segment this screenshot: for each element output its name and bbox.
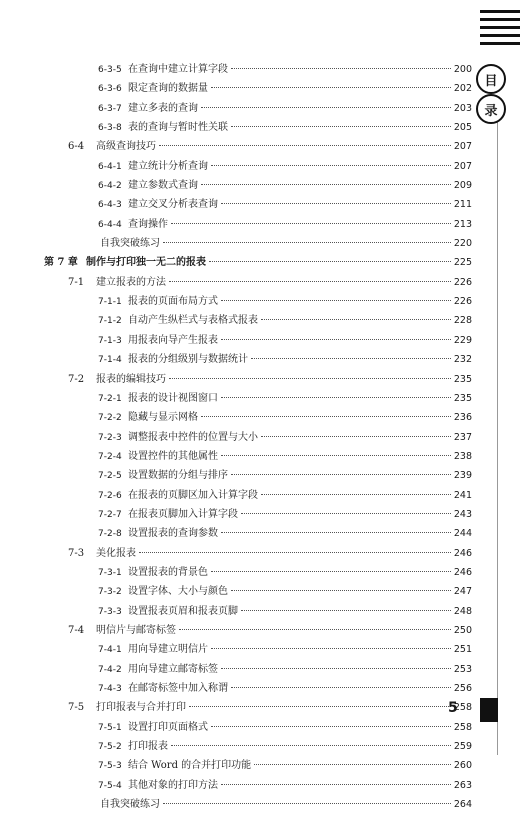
toc-entry: [44, 195, 472, 214]
toc-entry: [44, 176, 472, 195]
toc-leader-dots: [211, 87, 451, 88]
toc-entry: [44, 505, 472, 524]
toc-entry-title: 设置打印页面格式: [128, 721, 208, 733]
toc-entry-title: 用报表向导产生报表: [128, 334, 218, 346]
toc-entry-page: 235: [453, 392, 472, 404]
toc-leader-dots: [169, 281, 451, 282]
toc-entry-page: 258: [453, 721, 472, 733]
toc-entry-number: 7-4-2: [98, 664, 122, 675]
badge-lu: 录: [476, 94, 506, 124]
toc-leader-dots: [221, 532, 451, 533]
toc-entry-title: 报表的设计视图窗口: [128, 392, 218, 404]
toc-entry: [44, 99, 472, 118]
toc-entry-page: 207: [453, 160, 472, 172]
toc-entry: [44, 331, 472, 350]
toc-entry-number: 7-2-2: [98, 413, 122, 424]
toc-entry-title: 建立交叉分析表查询: [128, 199, 218, 211]
toc-leader-dots: [221, 397, 451, 398]
toc-entry-number: 6-3-5: [98, 65, 122, 75]
toc-leader-dots: [261, 436, 451, 437]
toc-entry-title: 结合 Word 的合并打印功能: [128, 760, 252, 772]
toc-leader-dots: [201, 416, 451, 417]
toc-entry-page: 213: [453, 218, 472, 230]
toc-entry: [44, 544, 472, 563]
toc-entry: [44, 563, 472, 582]
page-corner-block: [480, 698, 498, 722]
toc-entry-title: 建立参数式查询: [128, 180, 198, 192]
side-decoration: [470, 0, 530, 767]
toc-entry-page: 226: [453, 296, 472, 308]
toc-entry-title: 表的查询与暂时性关联: [128, 122, 228, 134]
toc-entry-number: 7-5-3: [98, 761, 122, 772]
badge-mu: 目: [476, 64, 506, 94]
toc-entry-title: 在查询中建立计算字段: [128, 64, 228, 75]
toc-leader-dots: [211, 571, 451, 572]
toc-leader-dots: [211, 726, 451, 727]
toc-leader-dots: [261, 319, 451, 320]
toc-leader-dots: [231, 590, 451, 591]
toc-entry-title: 设置报表页眉和报表页脚: [128, 605, 238, 617]
toc-leader-dots: [171, 745, 451, 746]
toc-entry-page: 248: [453, 605, 472, 617]
toc-entry-number: 6-4-4: [98, 219, 122, 230]
toc-leader-dots: [241, 610, 451, 611]
decor-stripe: [480, 42, 520, 45]
toc-entry-title: 建立多表的查询: [128, 102, 198, 114]
toc-entry-page: 253: [453, 663, 472, 675]
toc-entry-page: 220: [453, 238, 472, 250]
toc-entry-page: 258: [453, 702, 472, 714]
toc-entry-title: 美化报表: [96, 547, 136, 559]
toc-entry: [44, 370, 472, 389]
toc-entry: [44, 737, 472, 756]
toc-entry: [44, 311, 472, 330]
toc-entry-page: 207: [453, 141, 472, 153]
toc-entry-title: 报表的页面布局方式: [128, 296, 218, 308]
toc-entry-number: 7-5-2: [98, 742, 122, 753]
toc-entry-page: 225: [453, 257, 472, 269]
toc-entry-number: 7-2: [68, 373, 85, 385]
toc-entry-page: 226: [453, 276, 472, 288]
toc-entry: [44, 660, 472, 679]
toc-entry-number: 7-2-5: [98, 471, 122, 482]
toc-entry-page: 244: [453, 528, 472, 540]
decor-stripe: [480, 10, 520, 13]
toc-entry-title: 在报表页脚加入计算字段: [128, 508, 238, 520]
toc-entry-title: 调整报表中控件的位置与大小: [128, 431, 258, 443]
toc-entry: [44, 756, 472, 775]
toc-leader-dots: [179, 629, 451, 630]
toc-leader-dots: [261, 494, 451, 495]
toc-entry-page: 256: [453, 683, 472, 694]
toc-entry: [44, 524, 472, 543]
toc-leader-dots: [211, 648, 451, 649]
toc-entry: [44, 157, 472, 176]
toc-entry: [44, 118, 472, 137]
toc-leader-dots: [163, 242, 451, 243]
toc-entry-number: 6-4-1: [98, 161, 122, 172]
toc-leader-dots: [251, 358, 451, 359]
toc-leader-dots: [201, 184, 451, 185]
toc-entry: [44, 60, 472, 79]
toc-entry: [44, 428, 472, 447]
toc-entry-title: 报表的编辑技巧: [96, 373, 166, 385]
toc-entry-page: 205: [453, 122, 472, 134]
toc-entry-title: 隐藏与显示网格: [128, 412, 198, 424]
toc-leader-dots: [163, 803, 451, 804]
toc-leader-dots: [254, 764, 451, 765]
toc-entry-number: 7-3-3: [98, 606, 122, 617]
toc-entry-page: 203: [453, 102, 472, 114]
toc-entry-number: 7-5-4: [98, 780, 122, 791]
toc-entry-page: 251: [453, 644, 472, 656]
toc-entry-number: 7-1: [68, 276, 85, 288]
toc-entry: [44, 582, 472, 601]
toc-entry-page: 202: [453, 83, 472, 95]
toc-entry-number: 7-3-2: [98, 587, 122, 598]
margin-rule: [497, 115, 498, 755]
toc-entry-title: 明信片与邮寄标签: [96, 624, 176, 636]
toc-entry-number: 6-4: [68, 141, 85, 153]
toc-entry-title: 在邮寄标签中加入称谓: [128, 683, 228, 694]
toc-entry-number: 7-2-3: [98, 432, 122, 443]
toc-entry-page: 229: [453, 334, 472, 346]
toc-entry-page: 237: [453, 431, 472, 443]
toc-leader-dots: [159, 145, 451, 146]
toc-entry-page: 235: [453, 373, 472, 385]
toc-leader-dots: [231, 126, 451, 127]
table-of-contents: [44, 60, 472, 814]
toc-entry-number: 7-4-3: [98, 684, 122, 694]
toc-leader-dots: [209, 261, 451, 262]
toc-entry-page: 246: [453, 547, 472, 559]
page-number: 5: [448, 700, 458, 716]
toc-entry-page: 228: [453, 315, 472, 327]
toc-entry-title: 设置字体、大小与颜色: [128, 586, 228, 598]
toc-entry-title: 制作与打印独一无二的报表: [86, 257, 206, 269]
toc-entry-title: 设置数据的分组与排序: [128, 470, 228, 482]
toc-entry-number: 7-2-6: [98, 490, 122, 501]
toc-entry-page: 260: [453, 760, 472, 772]
toc-entry: [44, 621, 472, 640]
toc-entry-title: 在报表的页脚区加入计算字段: [128, 489, 258, 501]
toc-entry-title: 建立统计分析查询: [128, 160, 208, 172]
toc-entry-page: 232: [453, 354, 472, 366]
toc-entry-page: 264: [453, 799, 472, 811]
toc-leader-dots: [221, 784, 451, 785]
toc-leader-dots: [139, 552, 451, 553]
toc-entry-title: 设置报表的背景色: [128, 566, 208, 578]
toc-entry: [44, 389, 472, 408]
toc-entry: [44, 292, 472, 311]
toc-entry-page: 263: [453, 779, 472, 791]
toc-entry-number: 7-5-1: [98, 722, 122, 733]
toc-entry: [44, 350, 472, 369]
toc-entry-number: 7-3-1: [98, 567, 122, 578]
toc-entry-number: 7-1-4: [98, 355, 122, 366]
toc-entry-number: 7-1-3: [98, 335, 122, 346]
toc-entry: [44, 795, 472, 814]
toc-entry: [44, 79, 472, 98]
toc-entry-page: 209: [453, 180, 472, 192]
toc-leader-dots: [221, 300, 451, 301]
toc-entry-number: 6-4-3: [98, 200, 122, 211]
toc-entry: [44, 640, 472, 659]
toc-leader-dots: [231, 68, 451, 69]
toc-entry-number: 7-4: [68, 624, 85, 636]
toc-entry-number: 7-2-1: [98, 393, 122, 404]
toc-entry-number: 7-5: [68, 702, 85, 714]
toc-leader-dots: [169, 378, 451, 379]
toc-entry-title: 自我突破练习: [100, 799, 160, 811]
toc-entry-page: 259: [453, 741, 472, 753]
toc-entry-title: 高级查询技巧: [96, 141, 156, 153]
toc-entry-title: 用向导建立邮寄标签: [128, 663, 218, 675]
toc-leader-dots: [189, 706, 451, 707]
toc-entry-title: 自我突破练习: [100, 238, 160, 250]
toc-leader-dots: [231, 474, 451, 475]
toc-leader-dots: [211, 165, 451, 166]
toc-entry-number: 7-3: [68, 547, 85, 559]
toc-leader-dots: [221, 339, 451, 340]
toc-entry-number: 6-3-7: [98, 103, 122, 114]
toc-entry: [44, 466, 472, 485]
toc-entry-title: 建立报表的方法: [96, 276, 166, 288]
toc-leader-dots: [221, 203, 451, 204]
toc-leader-dots: [231, 687, 451, 688]
toc-entry-number: 第 7 章: [44, 257, 78, 269]
toc-entry-number: 7-1-1: [98, 297, 122, 308]
toc-entry-title: 自动产生纵栏式与表格式报表: [128, 315, 258, 327]
toc-entry: [44, 718, 472, 737]
toc-leader-dots: [241, 513, 451, 514]
toc-entry: [44, 273, 472, 292]
toc-leader-dots: [171, 223, 451, 224]
toc-entry: [44, 776, 472, 795]
toc-entry: [44, 698, 472, 717]
toc-entry-page: 243: [453, 508, 472, 520]
toc-entry-title: 查询操作: [128, 218, 168, 230]
toc-entry-number: 6-3-8: [98, 123, 122, 134]
toc-entry: [44, 253, 472, 272]
toc-entry-page: 241: [453, 489, 472, 501]
toc-entry-title: 其他对象的打印方法: [128, 779, 218, 791]
toc-entry: [44, 137, 472, 156]
toc-leader-dots: [221, 668, 451, 669]
decor-stripe: [480, 18, 520, 21]
toc-entry-title: 设置控件的其他属性: [128, 450, 218, 462]
decor-stripe: [480, 34, 520, 37]
toc-entry-page: 238: [453, 450, 472, 462]
toc-entry-page: 211: [453, 199, 472, 211]
toc-entry-page: 239: [453, 470, 472, 482]
toc-entry: [44, 234, 472, 253]
toc-entry-number: 7-2-7: [98, 509, 122, 520]
toc-entry-number: 6-3-6: [98, 84, 122, 95]
toc-entry: [44, 486, 472, 505]
decor-stripe: [480, 26, 520, 29]
toc-entry-title: 打印报表与合并打印: [96, 702, 186, 714]
toc-entry-page: 247: [453, 586, 472, 598]
toc-entry-number: 6-4-2: [98, 181, 122, 192]
toc-entry-page: 246: [453, 566, 472, 578]
toc-leader-dots: [201, 107, 451, 108]
toc-entry-title: 限定查询的数据量: [128, 83, 208, 95]
toc-entry-title: 设置报表的查询参数: [128, 528, 218, 540]
toc-entry-number: 7-2-8: [98, 529, 122, 540]
toc-entry-number: 7-2-4: [98, 451, 122, 462]
toc-entry-title: 报表的分组级别与数据统计: [128, 354, 248, 366]
toc-entry: [44, 679, 472, 698]
toc-entry-title: 打印报表: [128, 741, 168, 753]
toc-entry-number: 7-4-1: [98, 645, 122, 656]
toc-entry-page: 250: [453, 624, 472, 636]
toc-entry: [44, 447, 472, 466]
toc-entry-page: 200: [453, 64, 472, 75]
toc-entry-title: 用向导建立明信片: [128, 644, 208, 656]
toc-entry: [44, 408, 472, 427]
toc-entry-number: 7-1-2: [98, 316, 122, 327]
toc-entry-page: 236: [453, 412, 472, 424]
toc-entry: [44, 602, 472, 621]
toc-entry: [44, 215, 472, 234]
toc-leader-dots: [221, 455, 451, 456]
